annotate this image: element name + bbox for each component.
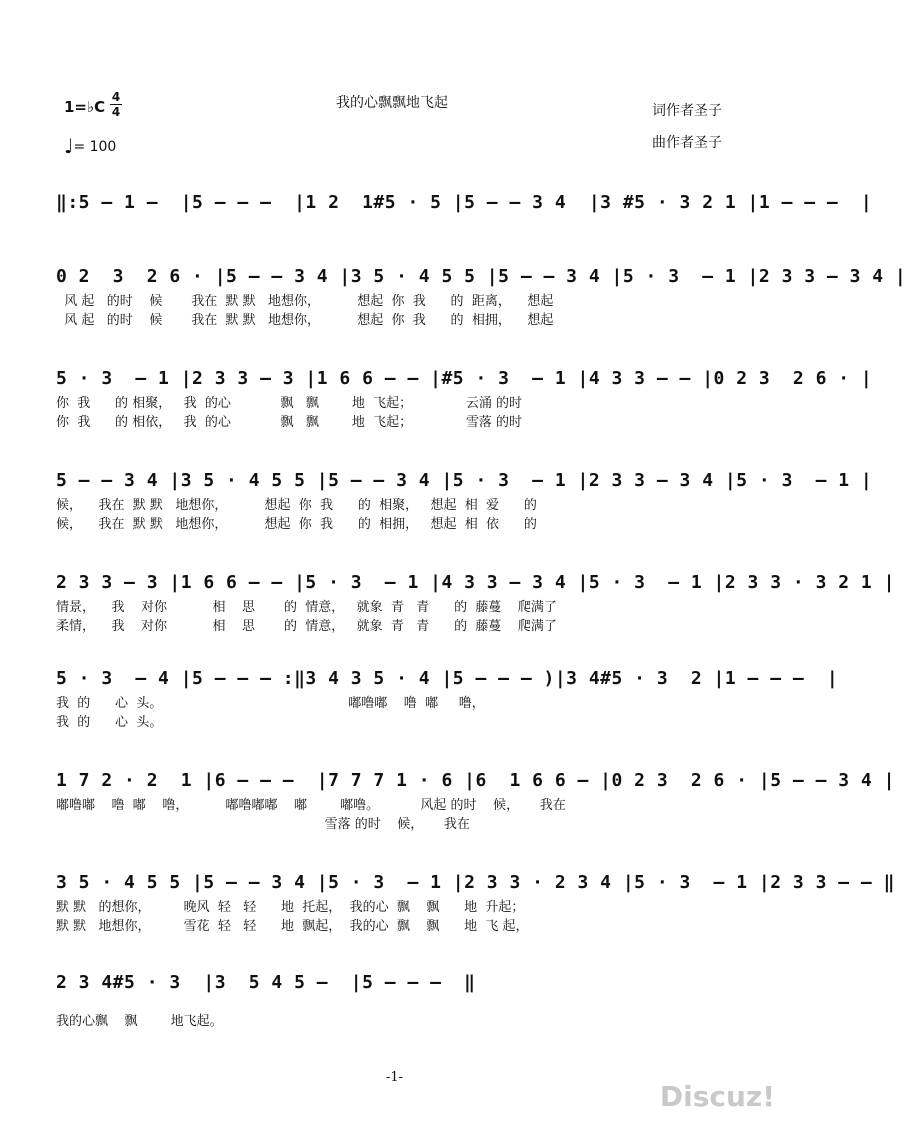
score-system-4 — [56, 466, 873, 534]
lyrics-verse-1: 情景， 我 对你 相 思 的 情意， 就象 青 青 的 藤蔓 爬满了 — [56, 600, 557, 615]
notation-line: ‖:5 — 1 — |5 — — — |1 2 1#5 · 5 |5 — — 3 4 |3 #5 · 3 2 1 |1 — — — | — [56, 192, 873, 213]
lyrics-verse-2: 柔情， 我 对你 相 思 的 情意， 就象 青 青 的 藤蔓 爬满了 — [56, 619, 557, 634]
lyrics-verse-1: 你 我 的 相聚， 我 的心 飘 飘 地 飞起； 云涌 的时 — [56, 396, 523, 411]
lyrics-verse-2: 雪落 的时 候， 我在 — [56, 817, 470, 832]
notation-line: 2 3 4#5 · 3 |3 5 4 5 — |5 — — — ‖ — [56, 972, 476, 993]
song-title: 我的心飘飘地飞起 — [336, 95, 448, 111]
score-system-7 — [56, 766, 895, 834]
tempo-marking — [64, 134, 116, 158]
time-signature — [110, 90, 122, 119]
notation-line: 5 · 3 — 4 |5 — — — :‖3 4 3 5 · 4 |5 — — — )|3 4#5 · 3 2 |1 — — — | — [56, 668, 839, 689]
notation-line: 2 3 3 — 3 |1 6 6 — — |5 · 3 — 1 |4 3 3 — 3 4 |5 · 3 — 1 |2 3 3 · 3 2 1 | — [56, 572, 895, 593]
lyrics-verse-2: 候， 我在 默 默 地想你， 想起 你 我 的 相拥， 想起 相 依 的 — [56, 517, 537, 532]
page-number: -1- — [386, 1070, 404, 1085]
notation-line: 0 2 3 2 6 · |5 — — 3 4 |3 5 · 4 5 5 |5 — — 3 4 |5 · 3 — 1 |2 3 3 — 3 4 | — [56, 266, 906, 287]
lyrics-verse-1: 嘟噜嘟 噜 嘟 噜， 嘟噜嘟嘟 嘟 嘟噜。 风起 的时 候， 我在 — [56, 798, 566, 813]
lyrics-verse-2: 你 我 的 相依， 我 的心 飘 飘 地 飞起； 雪落 的时 — [56, 415, 523, 430]
lyrics-verse-1: 候， 我在 默 默 地想你， 想起 你 我 的 相聚， 想起 相 爱 的 — [56, 498, 537, 513]
lyrics-verse-1: 默 默 的想你， 晚风 轻 轻 地 托起， 我的心 飘 飘 地 升起； — [56, 900, 525, 915]
time-signature-top: 4 — [111, 90, 121, 104]
notation-line: 3 5 · 4 5 5 |5 — — 3 4 |5 · 3 — 1 |2 3 3 · 2 3 4 |5 · 3 — 1 |2 3 3 — — ‖ — [56, 872, 895, 893]
lyricist-credit: 词作者圣子 — [652, 103, 722, 119]
notation-line: 5 — — 3 4 |3 5 · 4 5 5 |5 — — 3 4 |5 · 3 — 1 |2 3 3 — 3 4 |5 · 3 — 1 | — [56, 470, 873, 491]
score-system-6 — [56, 664, 839, 732]
notation-line: 5 · 3 — 1 |2 3 3 — 3 |1 6 6 — — |#5 · 3 — 1 |4 3 3 — — |0 2 3 2 6 · | — [56, 368, 873, 389]
lyrics-verse-1: 风 起 的时 候 我在 默 默 地想你， 想起 你 我 的 距离， 想起 — [56, 294, 554, 309]
composer-credit: 曲作者圣子 — [652, 135, 722, 151]
lyrics-verse-2: 我 的 心 头。 — [56, 715, 163, 730]
lyrics-verse-2: 风 起 的时 候 我在 默 默 地想你， 想起 你 我 的 相拥， 想起 — [56, 313, 554, 328]
score-system-8 — [56, 868, 895, 936]
key-signature: 1=♭C — [64, 98, 106, 116]
notation-line: 1 7 2 · 2 1 |6 — — — |7 7 7 1 · 6 |6 1 6 6 — |0 2 3 2 6 · |5 — — 3 4 | — [56, 770, 895, 791]
lyrics-final: 我的心飘 飘 地飞起。 — [56, 1014, 223, 1029]
time-signature-bottom: 4 — [111, 105, 121, 119]
quarter-note-icon: ♩ — [64, 134, 74, 158]
tempo-value: = 100 — [73, 139, 117, 155]
score-system-5 — [56, 568, 895, 636]
score-system-3 — [56, 364, 873, 432]
lyrics-verse-1: 我 的 心 头。 嘟噜嘟 噜 嘟 噜， — [56, 696, 485, 711]
lyrics-verse-2: 默 默 地想你， 雪花 轻 轻 地 飘起， 我的心 飘 飘 地 飞 起， — [56, 919, 529, 934]
score-system-2 — [56, 262, 906, 330]
score-system-9 — [56, 968, 732, 1031]
watermark-logo: Discuz! — [659, 1080, 775, 1113]
score-system-1 — [56, 188, 873, 218]
